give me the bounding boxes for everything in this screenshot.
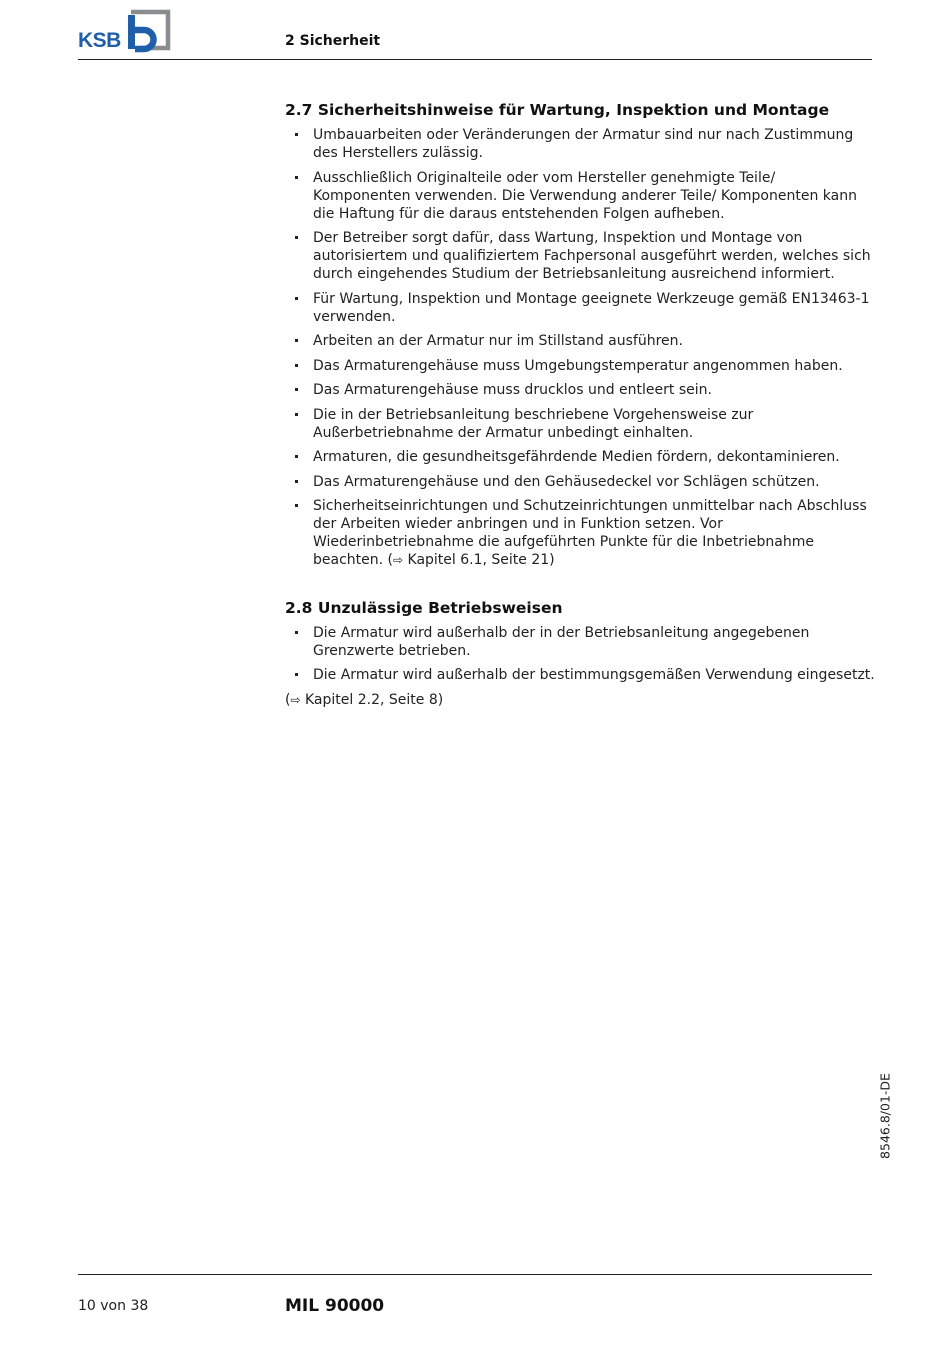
list-item: Sicherheitseinrichtungen und Schutzeinrichtungen unmittelbar nach Abschluss der Arbeiten wieder anbringen und in Funktion setzen. Vor Wiederinbetriebnahme die aufgeführten Punkte für die Inbetriebnahme beachten. (⇨ Kapitel 6.1, Seite 21) [285, 497, 875, 569]
section-2-8-reference: (⇨ Kapitel 2.2, Seite 8) [285, 691, 444, 708]
arrow-right-icon: ⇨ [393, 553, 404, 567]
running-header-section: 2 Sicherheit [285, 33, 381, 49]
list-item: Die Armatur wird außerhalb der in der Betriebsanleitung angegebenen Grenzwerte betrieben. [285, 624, 875, 660]
document-title: MIL 90000 [285, 1296, 385, 1316]
bullet-icon [295, 455, 298, 458]
arrow-right-icon: ⇨ [290, 692, 301, 707]
bullet-icon [295, 133, 298, 136]
list-item: Das Armaturengehäuse muss drucklos und entleert sein. [285, 381, 875, 399]
bullet-icon [295, 504, 298, 507]
list-item: Das Armaturengehäuse und den Gehäusedeckel vor Schlägen schützen. [285, 473, 875, 491]
bullet-icon [295, 413, 298, 416]
cross-reference-link[interactable]: Kapitel 6.1, Seite 21) [403, 552, 555, 568]
bullet-icon [295, 480, 298, 483]
bullet-icon [295, 339, 298, 342]
cross-reference-link[interactable]: Kapitel 2.2, Seite 8) [300, 691, 444, 708]
bullet-icon [295, 631, 298, 634]
list-item: Armaturen, die gesundheitsgefährdende Medien fördern, dekontaminieren. [285, 448, 875, 466]
main-content [285, 100, 875, 709]
list-item: Das Armaturengehäuse muss Umgebungstemperatur angenommen haben. [285, 357, 875, 375]
list-item: Die Armatur wird außerhalb der bestimmungsgemäßen Verwendung eingesetzt. [285, 666, 875, 684]
list-item: Die in der Betriebsanleitung beschriebene Vorgehensweise zur Außerbetriebnahme der Armatur unbedingt einhalten. [285, 406, 875, 442]
ksb-logo [78, 8, 174, 54]
bullet-icon [295, 364, 298, 367]
page-number: 10 von 38 [78, 1298, 149, 1314]
list-item: Für Wartung, Inspektion und Montage geeignete Werkzeuge gemäß EN13463-1 verwenden. [285, 290, 875, 326]
section-2-7-title: 2.7 Sicherheitshinweise für Wartung, Inspektion und Montage [285, 101, 830, 119]
list-item: Umbauarbeiten oder Veränderungen der Armatur sind nur nach Zustimmung des Herstellers zulässig. [285, 126, 875, 162]
document-code [870, 1070, 900, 1162]
bullet-icon [295, 388, 298, 391]
list-item: Arbeiten an der Armatur nur im Stillstand ausführen. [285, 332, 875, 350]
bullet-icon [295, 673, 298, 676]
bullet-icon [295, 297, 298, 300]
logo-text: KSB [78, 29, 121, 52]
ksb-logo-mark [78, 8, 174, 54]
bullet-icon [295, 176, 298, 179]
section-2-8-title: 2.8 Unzulässige Betriebsweisen [285, 598, 563, 617]
document-code-text: 8546.8/01-DE [877, 1073, 893, 1159]
section-2-7-list [285, 126, 875, 569]
footer-rule [78, 1274, 872, 1275]
list-item: Der Betreiber sorgt dafür, dass Wartung, Inspektion und Montage von autorisiertem und qualifiziertem Fachpersonal ausgeführt werden, welches sich durch eingehendes Studium der Betriebsanleitung ausreichend informiert. [285, 229, 875, 283]
section-2-8-list [285, 624, 875, 685]
bullet-icon [295, 236, 298, 239]
header-rule [78, 59, 872, 60]
list-item: Ausschließlich Originalteile oder vom Hersteller genehmigte Teile/ Komponenten verwenden. Die Verwendung anderer Teile/ Komponenten kann die Haftung für die daraus entstehenden Folgen aufheben. [285, 169, 875, 223]
